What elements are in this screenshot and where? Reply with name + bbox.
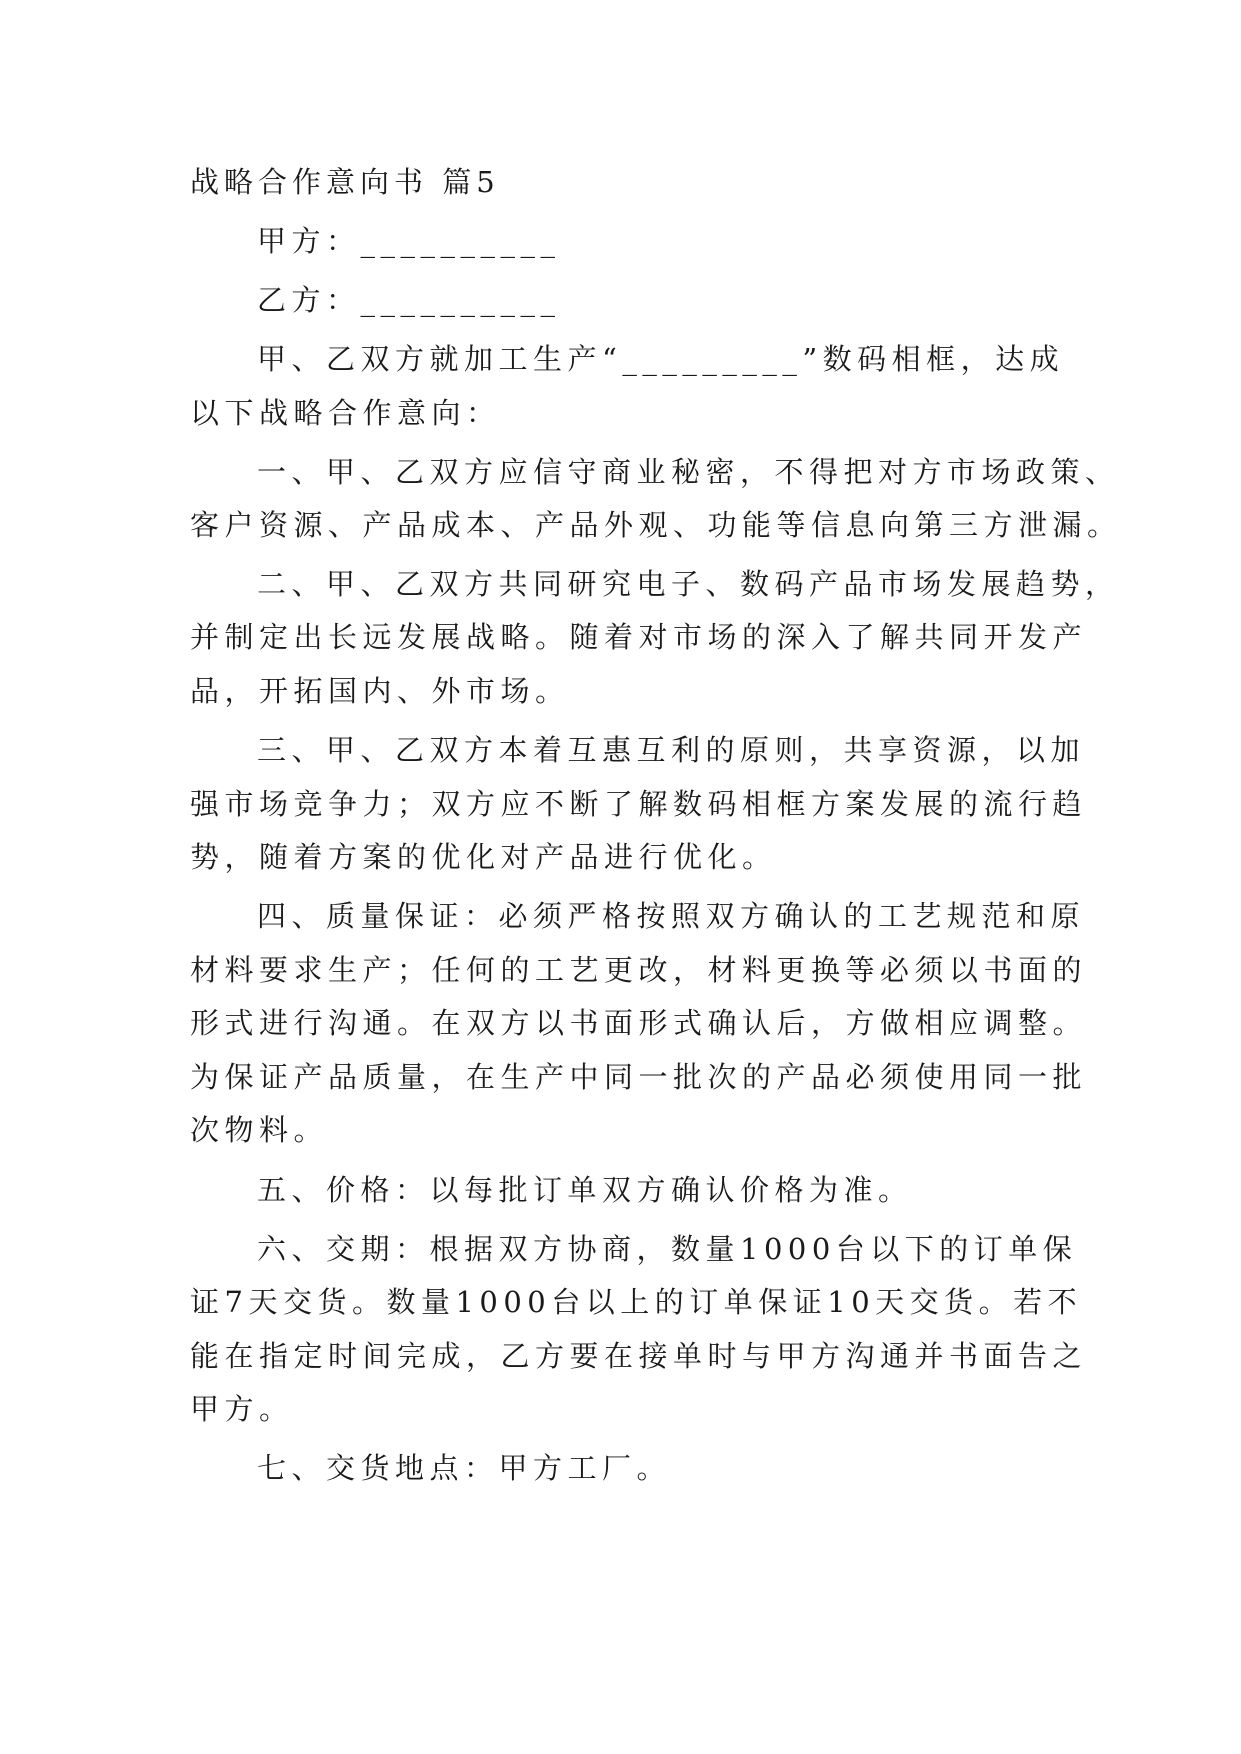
paragraph-line: 客户资源、产品成本、产品外观、功能等信息向第三方泄漏。: [190, 508, 1122, 542]
paragraph-line: 七、交货地点：甲方工厂。: [257, 1451, 672, 1485]
paragraph-line: 并制定出长远发展战略。随着对市场的深入了解共同开发产: [190, 620, 1088, 654]
paragraph-line: 一、甲、乙双方应信守商业秘密，不得把对方市场政策、: [257, 455, 1120, 489]
paragraph-line: 三、甲、乙双方本着互惠互利的原则，共享资源，以加: [257, 733, 1086, 767]
paragraph-line: 势，随着方案的优化对产品进行优化。: [190, 840, 777, 874]
paragraph-line: 证7天交货。数量1000台以上的订单保证10天交货。若不: [190, 1285, 1083, 1319]
party-a-line: 甲方：__________: [257, 224, 561, 258]
party-b-line: 乙方：__________: [257, 283, 561, 317]
paragraph-line: 六、交期：根据双方协商，数量1000台以下的订单保: [257, 1232, 1078, 1266]
paragraph-line: 次物料。: [190, 1113, 329, 1147]
paragraph-line: 材料要求生产；任何的工艺更改，材料更换等必须以书面的: [190, 953, 1088, 987]
paragraph-line: 甲、乙双方就加工生产“_________”数码相框，达成: [257, 342, 1065, 376]
paragraph-line: 五、价格：以每批订单双方确认价格为准。: [257, 1173, 913, 1207]
paragraph-line: 以下战略合作意向：: [190, 396, 501, 430]
paragraph-line: 为保证产品质量，在生产中同一批次的产品必须使用同一批: [190, 1060, 1088, 1094]
paragraph-line: 四、质量保证：必须严格按照双方确认的工艺规范和原: [257, 899, 1086, 933]
paragraph-line: 强市场竞争力；双方应不断了解数码相框方案发展的流行趋: [190, 787, 1088, 821]
paragraph-line: 品，开拓国内、外市场。: [190, 674, 570, 708]
paragraph-line: 形式进行沟通。在双方以书面形式确认后，方做相应调整。: [190, 1006, 1088, 1040]
paragraph-line: 甲方。: [190, 1392, 294, 1426]
paragraph-line: 二、甲、乙双方共同研究电子、数码产品市场发展趋势，: [257, 567, 1120, 601]
document-title: 战略合作意向书 篇5: [190, 165, 500, 199]
paragraph-line: 能在指定时间完成，乙方要在接单时与甲方沟通并书面告之: [190, 1339, 1088, 1373]
